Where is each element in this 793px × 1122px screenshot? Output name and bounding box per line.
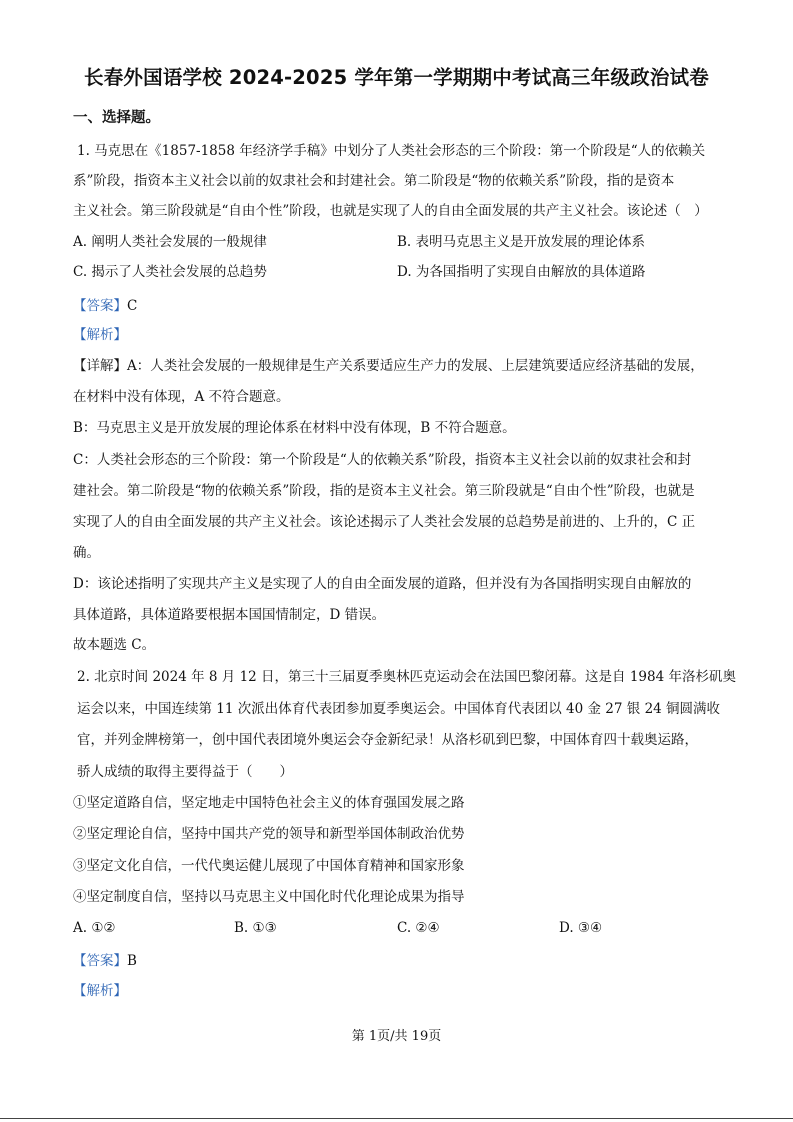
- q2-option-b: B. ①③: [234, 920, 277, 936]
- detail-tag: 【详解】: [73, 358, 127, 374]
- q1-conclusion: 故本题选 C。: [73, 637, 156, 653]
- q2-stem-line: 骄人成绩的取得主要得益于（ ）: [77, 764, 293, 780]
- q2-option-d: D. ③④: [559, 920, 603, 936]
- answer-value: C: [127, 298, 138, 314]
- q1-detail-line: 实现了人的自由全面发展的共产主义社会。该论述揭示了人类社会发展的总趋势是前进的、上升的，C 正: [73, 514, 696, 530]
- q1-stem-line: 1. 马克思在《1857-1858 年经济学手稿》中划分了人类社会形态的三个阶段：第一个阶段是“人的依赖关: [77, 143, 706, 159]
- answer-value: B: [127, 953, 137, 969]
- q2-option-a: A. ①②: [73, 920, 116, 936]
- bottom-divider: [0, 1118, 793, 1119]
- q2-analysis-tag: 【解析】: [73, 983, 127, 999]
- q2-stem-line: 官，并列金牌榜第一，创中国代表团境外奥运会夺金新纪录！从洛杉矶到巴黎，中国体育四十载奥运路，: [77, 732, 698, 748]
- q2-item: ②坚定理论自信，坚持中国共产党的领导和新型举国体制政治优势: [73, 826, 465, 842]
- q1-option-d: D. 为各国指明了实现自由解放的具体道路: [397, 264, 646, 280]
- q2-option-c: C. ②④: [397, 920, 440, 936]
- q2-answer: [73, 952, 137, 970]
- q1-answer: [73, 297, 137, 315]
- q1-detail-line: D：该论述指明了实现共产主义是实现了人的自由全面发展的道路，但并没有为各国指明实现自由解放的: [73, 576, 692, 592]
- q2-item: ③坚定文化自信，一代代奥运健儿展现了中国体育精神和国家形象: [73, 858, 465, 874]
- q1-stem-line: 系”阶段，指资本主义社会以前的奴隶社会和封建社会。第二阶段是“物的依赖关系”阶段，指的是资本: [73, 173, 675, 189]
- page-number: 第 1页/共 19页: [351, 1029, 442, 1044]
- q2-item: ①坚定道路自信，坚定地走中国特色社会主义的体育强国发展之路: [73, 795, 465, 811]
- q1-analysis-tag: 【解析】: [73, 327, 127, 343]
- q1-detail-line: 建社会。第二阶段是“物的依赖关系”阶段，指的是资本主义社会。第三阶段就是“自由个性”阶段，也就是: [73, 483, 695, 499]
- document-title: 长春外国语学校 2024-2025 学年第一学期期中考试高三年级政治试卷: [84, 66, 709, 89]
- q1-detail-line: 在材料中没有体现，A 不符合题意。: [73, 389, 290, 405]
- q2-stem-line: 2. 北京时间 2024 年 8 月 12 日，第三十三届夏季奥林匹克运动会在法国巴黎闭幕。这是自 1984 年洛杉矶奥: [77, 669, 736, 685]
- section-heading: 一、选择题。: [73, 110, 160, 126]
- answer-tag: 【答案】: [73, 298, 127, 314]
- q1-detail-line: 确。: [73, 545, 100, 561]
- q1-stem-line: 主义社会。第三阶段就是“自由个性”阶段，也就是实现了人的自由全面发展的共产主义社会。该论述（ ）: [73, 203, 708, 219]
- q1-option-b: B. 表明马克思主义是开放发展的理论体系: [397, 234, 646, 250]
- q2-item: ④坚定制度自信，坚持以马克思主义中国化时代化理论成果为指导: [73, 889, 465, 905]
- q1-detail-line: B：马克思主义是开放发展的理论体系在材料中没有体现，B 不符合题意。: [73, 420, 516, 436]
- q1-option-c: C. 揭示了人类社会发展的总趋势: [73, 264, 267, 280]
- q2-stem-line: 运会以来，中国连续第 11 次派出体育代表团参加夏季奥运会。中国体育代表团以 40 金 27 银 24 铜圆满收: [77, 701, 721, 717]
- detail-text: A：人类社会发展的一般规律是生产关系要适应生产力的发展、上层建筑要适应经济基础的发展，: [127, 358, 704, 374]
- answer-tag: 【答案】: [73, 953, 127, 969]
- q1-detail-line: [73, 357, 704, 375]
- q1-detail-line: C：人类社会形态的三个阶段：第一个阶段是“人的依赖关系”阶段，指资本主义社会以前的奴隶社会和封: [73, 452, 692, 468]
- q1-option-a: A. 阐明人类社会发展的一般规律: [73, 234, 267, 250]
- q1-detail-line: 具体道路，具体道路要根据本国国情制定，D 错误。: [73, 607, 386, 623]
